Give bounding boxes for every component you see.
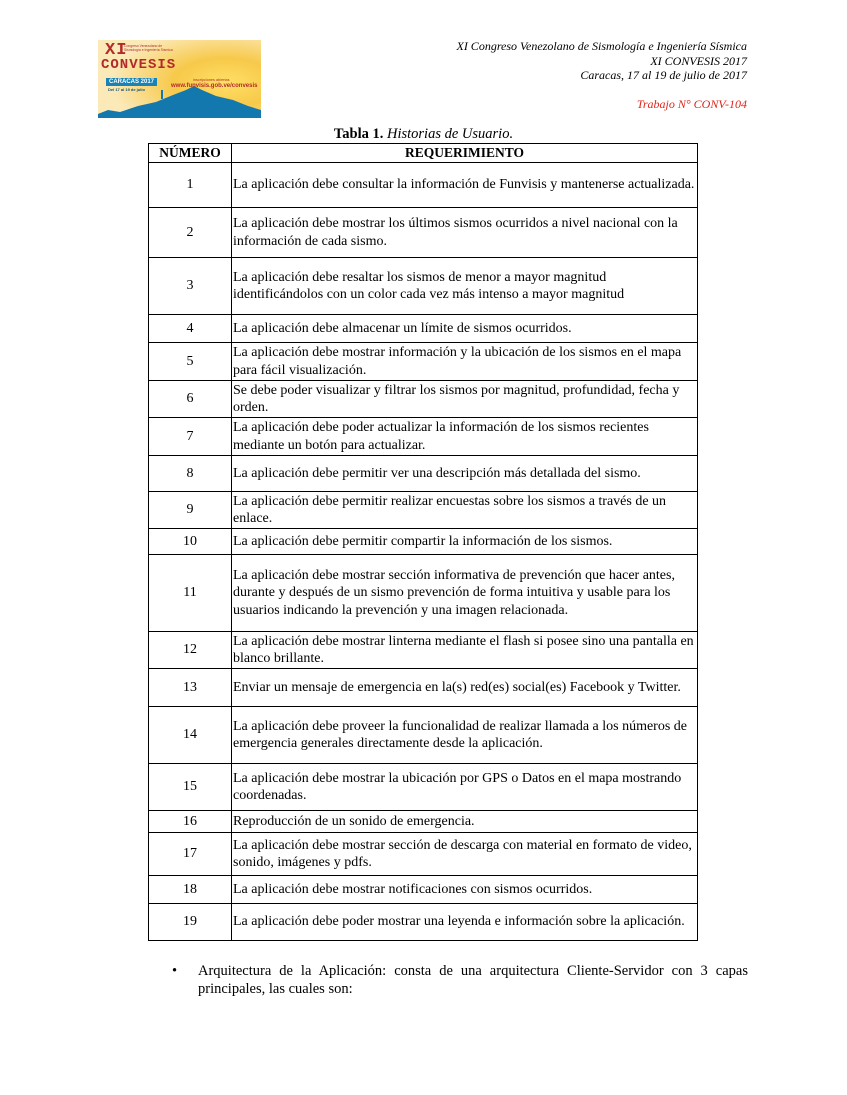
table-row xyxy=(149,811,698,833)
row-requirement: La aplicación debe permitir realizar encuestas sobre los sismos a través de un enlace. xyxy=(232,492,698,529)
row-number: 3 xyxy=(149,258,232,315)
row-number: 2 xyxy=(149,208,232,258)
table-row xyxy=(149,904,698,941)
logo-url: www.funvisis.gob.ve/convesis xyxy=(171,83,258,89)
table-caption-label: Tabla 1. xyxy=(333,126,384,142)
table-row xyxy=(149,876,698,904)
logo-city: CARACAS 2017 xyxy=(106,78,157,86)
row-number: 5 xyxy=(149,343,232,381)
row-requirement: La aplicación debe resaltar los sismos de menor a mayor magnitud identificándolos con un color cada vez más intenso a mayor magnitud xyxy=(232,258,698,315)
header-number: NÚMERO xyxy=(149,144,232,163)
table-row xyxy=(149,707,698,764)
row-requirement: La aplicación debe mostrar la ubicación por GPS o Datos en el mapa mostrando coordenadas. xyxy=(232,764,698,811)
row-requirement: Se debe poder visualizar y filtrar los sismos por magnitud, profundidad, fecha y orden. xyxy=(232,381,698,418)
header-congress-name: XI Congreso Venezolano de Sismología e Ingeniería Sísmica xyxy=(456,39,747,53)
row-requirement: La aplicación debe poder actualizar la información de los sismos recientes mediante un botón para actualizar. xyxy=(232,418,698,456)
table-caption xyxy=(0,126,847,143)
row-requirement: La aplicación debe permitir ver una descripción más detallada del sismo. xyxy=(232,456,698,492)
table-row xyxy=(149,833,698,876)
row-number: 11 xyxy=(149,555,232,632)
table-row xyxy=(149,632,698,669)
table-row xyxy=(149,208,698,258)
table-row xyxy=(149,163,698,208)
logo-dates: Del 17 al 19 de julio xyxy=(108,87,145,92)
row-requirement: La aplicación debe poder mostrar una leyenda e información sobre la aplicación. xyxy=(232,904,698,941)
logo-registration: inscripciones abiertas xyxy=(193,78,230,82)
row-number: 6 xyxy=(149,381,232,418)
row-number: 1 xyxy=(149,163,232,208)
row-requirement: La aplicación debe mostrar notificaciones con sismos ocurridos. xyxy=(232,876,698,904)
table-row xyxy=(149,258,698,315)
table-caption-title: Historias de Usuario. xyxy=(386,126,514,142)
row-requirement: La aplicación debe consultar la información de Funvisis y mantenerse actualizada. xyxy=(232,163,698,208)
row-requirement: La aplicación debe mostrar sección de descarga con material en formato de video, sonido, imágenes y pdfs. xyxy=(232,833,698,876)
bullet-marker: • xyxy=(172,963,178,979)
table-row xyxy=(149,669,698,707)
table-row xyxy=(149,418,698,456)
bullet-text: Arquitectura de la Aplicación: consta de una arquitectura Cliente-Servidor con 3 capas principales, las cuales son: xyxy=(198,963,748,997)
row-requirement: La aplicación debe mostrar información y la ubicación de los sismos en el mapa para fácil visualización. xyxy=(232,343,698,381)
user-stories-table xyxy=(148,143,698,941)
row-number: 14 xyxy=(149,707,232,764)
table-row xyxy=(149,555,698,632)
logo-subtitle: Congreso Venezolano de Sismología e Ingeniería Sísmica xyxy=(124,44,173,52)
congress-logo xyxy=(98,40,261,118)
header-congress-edition: XI CONVESIS 2017 xyxy=(650,53,747,68)
row-number: 19 xyxy=(149,904,232,941)
row-number: 8 xyxy=(149,456,232,492)
table-row xyxy=(149,764,698,811)
row-number: 17 xyxy=(149,833,232,876)
table-row xyxy=(149,492,698,529)
table-header-row xyxy=(149,144,698,163)
header-congress-date: Caracas, 17 al 19 de julio de 2017 xyxy=(580,68,747,82)
table-row xyxy=(149,456,698,492)
row-number: 4 xyxy=(149,315,232,343)
row-requirement: La aplicación debe permitir compartir la información de los sismos. xyxy=(232,529,698,555)
row-number: 7 xyxy=(149,418,232,456)
running-header xyxy=(456,39,747,111)
row-requirement: La aplicación debe mostrar sección informativa de prevención que hacer antes, durante y después de un sismo prevención de forma intuitiva y usable para los usuarios indicando la prevención y una imagen relacionada. xyxy=(232,555,698,632)
table-row xyxy=(149,381,698,418)
row-number: 18 xyxy=(149,876,232,904)
row-requirement: Reproducción de un sonido de emergencia. xyxy=(232,811,698,833)
table-row xyxy=(149,343,698,381)
row-requirement: La aplicación debe mostrar linterna mediante el flash si posee sino una pantalla en blanco brillante. xyxy=(232,632,698,669)
row-requirement: La aplicación debe proveer la funcionalidad de realizar llamada a los números de emergencia generales directamente desde la aplicación. xyxy=(232,707,698,764)
row-number: 13 xyxy=(149,669,232,707)
row-number: 16 xyxy=(149,811,232,833)
row-number: 12 xyxy=(149,632,232,669)
table-row xyxy=(149,315,698,343)
architecture-bullet xyxy=(172,962,748,998)
logo-brand: CONVESIS xyxy=(101,57,177,73)
header-paper-number: Trabajo N° CONV-104 xyxy=(636,96,747,111)
row-requirement: La aplicación debe almacenar un límite de sismos ocurridos. xyxy=(232,315,698,343)
logo-roman-numeral: XI xyxy=(105,41,128,60)
row-number: 10 xyxy=(149,529,232,555)
row-number: 15 xyxy=(149,764,232,811)
row-number: 9 xyxy=(149,492,232,529)
table-row xyxy=(149,529,698,555)
row-requirement: Enviar un mensaje de emergencia en la(s) red(es) social(es) Facebook y Twitter. xyxy=(232,669,698,707)
row-requirement: La aplicación debe mostrar los últimos sismos ocurridos a nivel nacional con la información de cada sismo. xyxy=(232,208,698,258)
header-requirement: REQUERIMIENTO xyxy=(232,144,698,163)
